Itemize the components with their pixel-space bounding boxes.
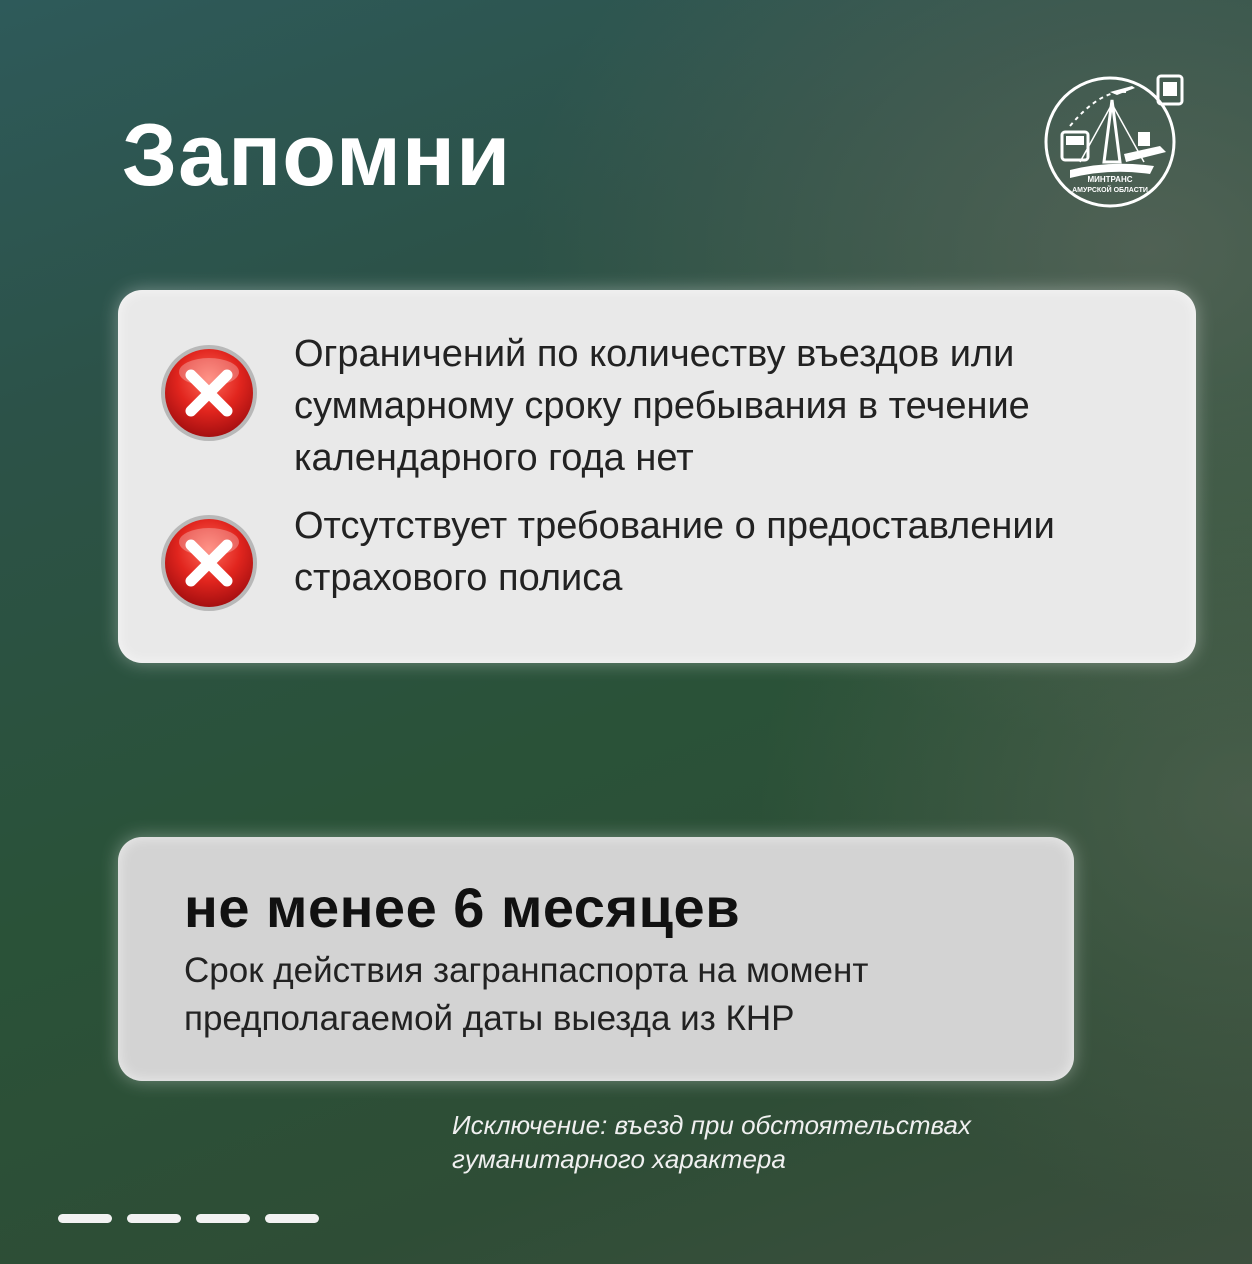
- passport-card: [118, 837, 1074, 1081]
- red-x-icon: [158, 512, 260, 614]
- page-title: Запомни: [122, 105, 512, 204]
- mintrans-logo: [1040, 70, 1190, 210]
- page-dash[interactable]: [58, 1214, 112, 1223]
- page-dash[interactable]: [127, 1214, 181, 1223]
- passport-description: Срок действия загранпаспорта на момент предполагаемой даты выезда из КНР: [184, 951, 869, 1038]
- restriction-item: [158, 328, 1174, 484]
- logo-line2: АМУРСКОЙ ОБЛАСТИ: [1072, 187, 1148, 194]
- mintrans-logo-icon: [1040, 70, 1190, 210]
- logo-line1: МИНТРАНС: [1087, 175, 1133, 184]
- restrictions-card: [118, 290, 1196, 663]
- red-x-icon: [158, 342, 260, 444]
- pagination-indicator[interactable]: [58, 1214, 334, 1223]
- restriction-text: Отсутствует требование о предоставлении страхового полиса: [294, 505, 1055, 599]
- restriction-item: [158, 500, 1174, 614]
- passport-headline: не менее 6 месяцев: [184, 876, 741, 939]
- restriction-text: Ограничений по количеству въездов или суммарному сроку пребывания в течение календарного года нет: [294, 333, 1030, 479]
- exception-note: Исключение: въезд при обстоятельствах гуманитарного характера: [452, 1110, 972, 1174]
- page-dash[interactable]: [265, 1214, 319, 1223]
- page-dash[interactable]: [196, 1214, 250, 1223]
